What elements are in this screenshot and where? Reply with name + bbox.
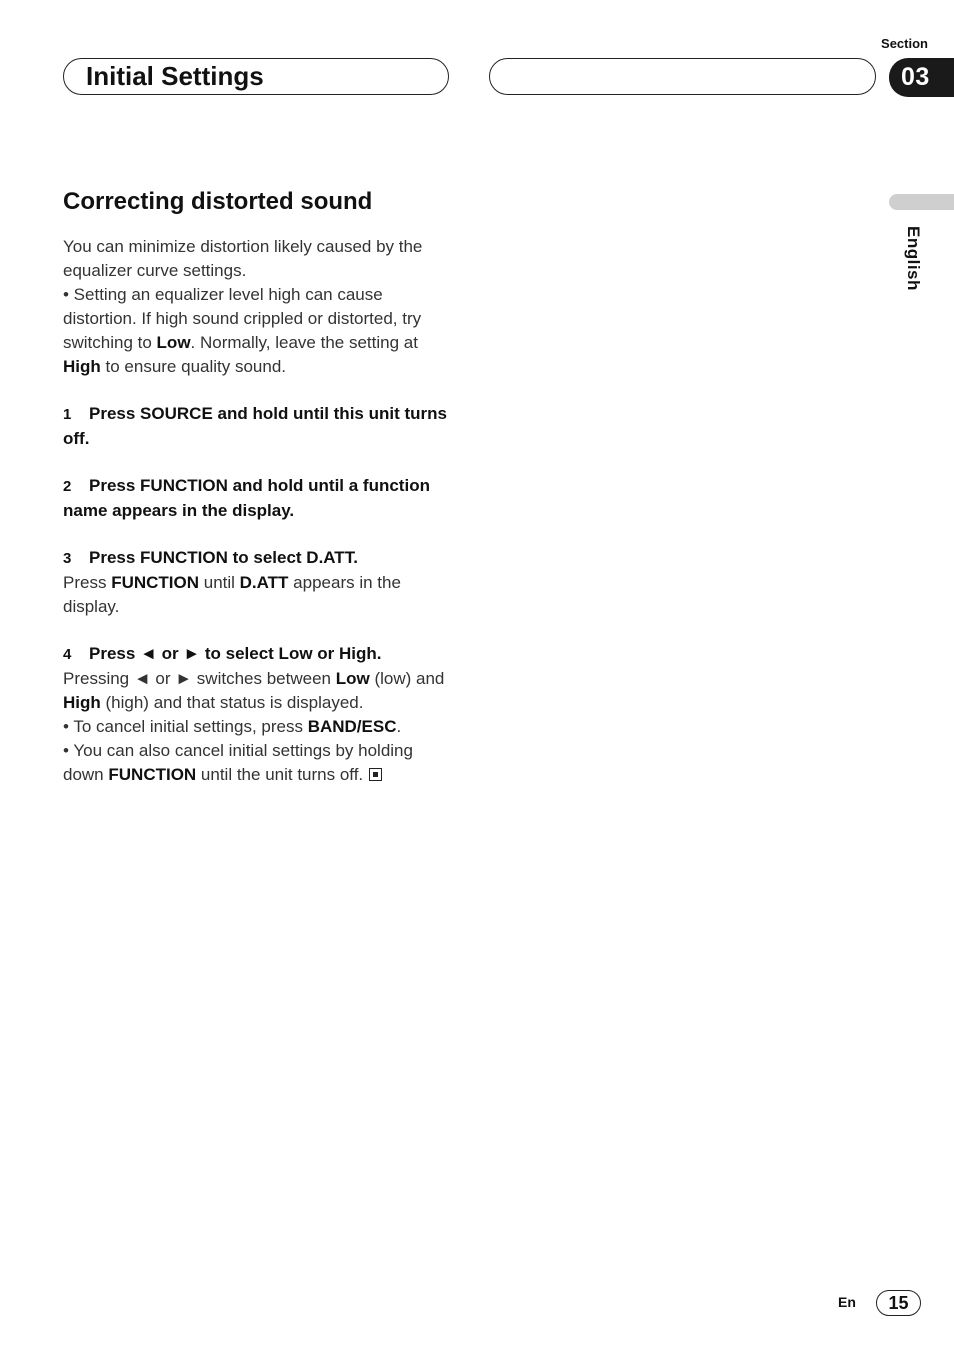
body-text: Press — [63, 573, 112, 592]
datt-keyword: D.ATT — [239, 573, 289, 592]
step-4 — [63, 642, 455, 667]
function-keyword: FUNCTION — [140, 476, 228, 495]
intro-bullet-text-2: . Normally, leave the setting at — [190, 333, 418, 352]
step-text-2: and hold until this unit turns off. — [63, 404, 447, 448]
chapter-title-box — [63, 58, 449, 95]
step-number: 4 — [63, 646, 72, 663]
datt-keyword: D.ATT — [306, 548, 354, 567]
function-keyword: FUNCTION — [108, 765, 197, 784]
language-tab-marker — [889, 194, 954, 210]
intro-bullet-text: • Setting an equalizer level high can cause distortion. If high sound crippled or distorted, try switching to — [63, 285, 422, 352]
step-1 — [63, 402, 455, 451]
page-number: 15 — [876, 1290, 921, 1316]
section-heading: Correcting distorted sound — [63, 188, 373, 215]
section-number: 03 — [901, 63, 930, 91]
low-keyword: Low — [156, 333, 191, 352]
footer-language-code: En — [838, 1294, 856, 1310]
step-text-2: to select — [227, 548, 307, 567]
step-text: Press — [89, 548, 141, 567]
chapter-title: Initial Settings — [86, 61, 264, 91]
section-label: Section — [881, 36, 928, 51]
source-keyword: SOURCE — [140, 404, 213, 423]
bullet-text-2: until the unit turns off. — [196, 765, 364, 784]
header-empty-box — [489, 58, 876, 95]
function-keyword: FUNCTION — [111, 573, 200, 592]
language-label: English — [904, 226, 923, 291]
step-text: Press ◄ or ► to select Low or High. — [89, 644, 382, 663]
bullet-text-2: . — [396, 717, 402, 736]
band-esc-keyword: BAND/ESC — [307, 717, 397, 736]
function-keyword: FUNCTION — [140, 548, 228, 567]
step-text: Press — [89, 404, 141, 423]
low-keyword: Low — [335, 669, 370, 688]
high-keyword: High — [63, 693, 101, 712]
step-number: 3 — [63, 550, 72, 567]
step-3 — [63, 546, 455, 571]
intro-bullet-text-3: to ensure quality sound. — [100, 357, 287, 376]
body-text-2: until — [199, 573, 240, 592]
body-text-3: (high) and that status is displayed. — [100, 693, 364, 712]
step-number: 1 — [63, 406, 72, 423]
section-number-tab — [889, 58, 954, 97]
intro-paragraph — [63, 235, 455, 379]
intro-text: You can minimize distortion likely caused by the equalizer curve settings. — [63, 237, 423, 280]
step-3-body — [63, 571, 455, 619]
bullet-text: • You can also cancel initial settings by holding down — [63, 741, 413, 784]
step-text-2: and hold until a function name appears in the display. — [63, 476, 430, 520]
body-text: Pressing ◄ or ► switches between — [63, 669, 336, 688]
step-text: Press — [89, 476, 141, 495]
end-of-section-icon — [369, 768, 382, 781]
step-number: 2 — [63, 478, 72, 495]
bullet-text: • To cancel initial settings, press — [63, 717, 308, 736]
body-text-3: appears in the display. — [63, 573, 401, 616]
step-4-body — [63, 667, 455, 787]
step-text-3: . — [353, 548, 358, 567]
step-2 — [63, 474, 455, 523]
high-keyword: High — [63, 357, 101, 376]
main-content — [63, 187, 455, 787]
body-text-2: (low) and — [369, 669, 445, 688]
